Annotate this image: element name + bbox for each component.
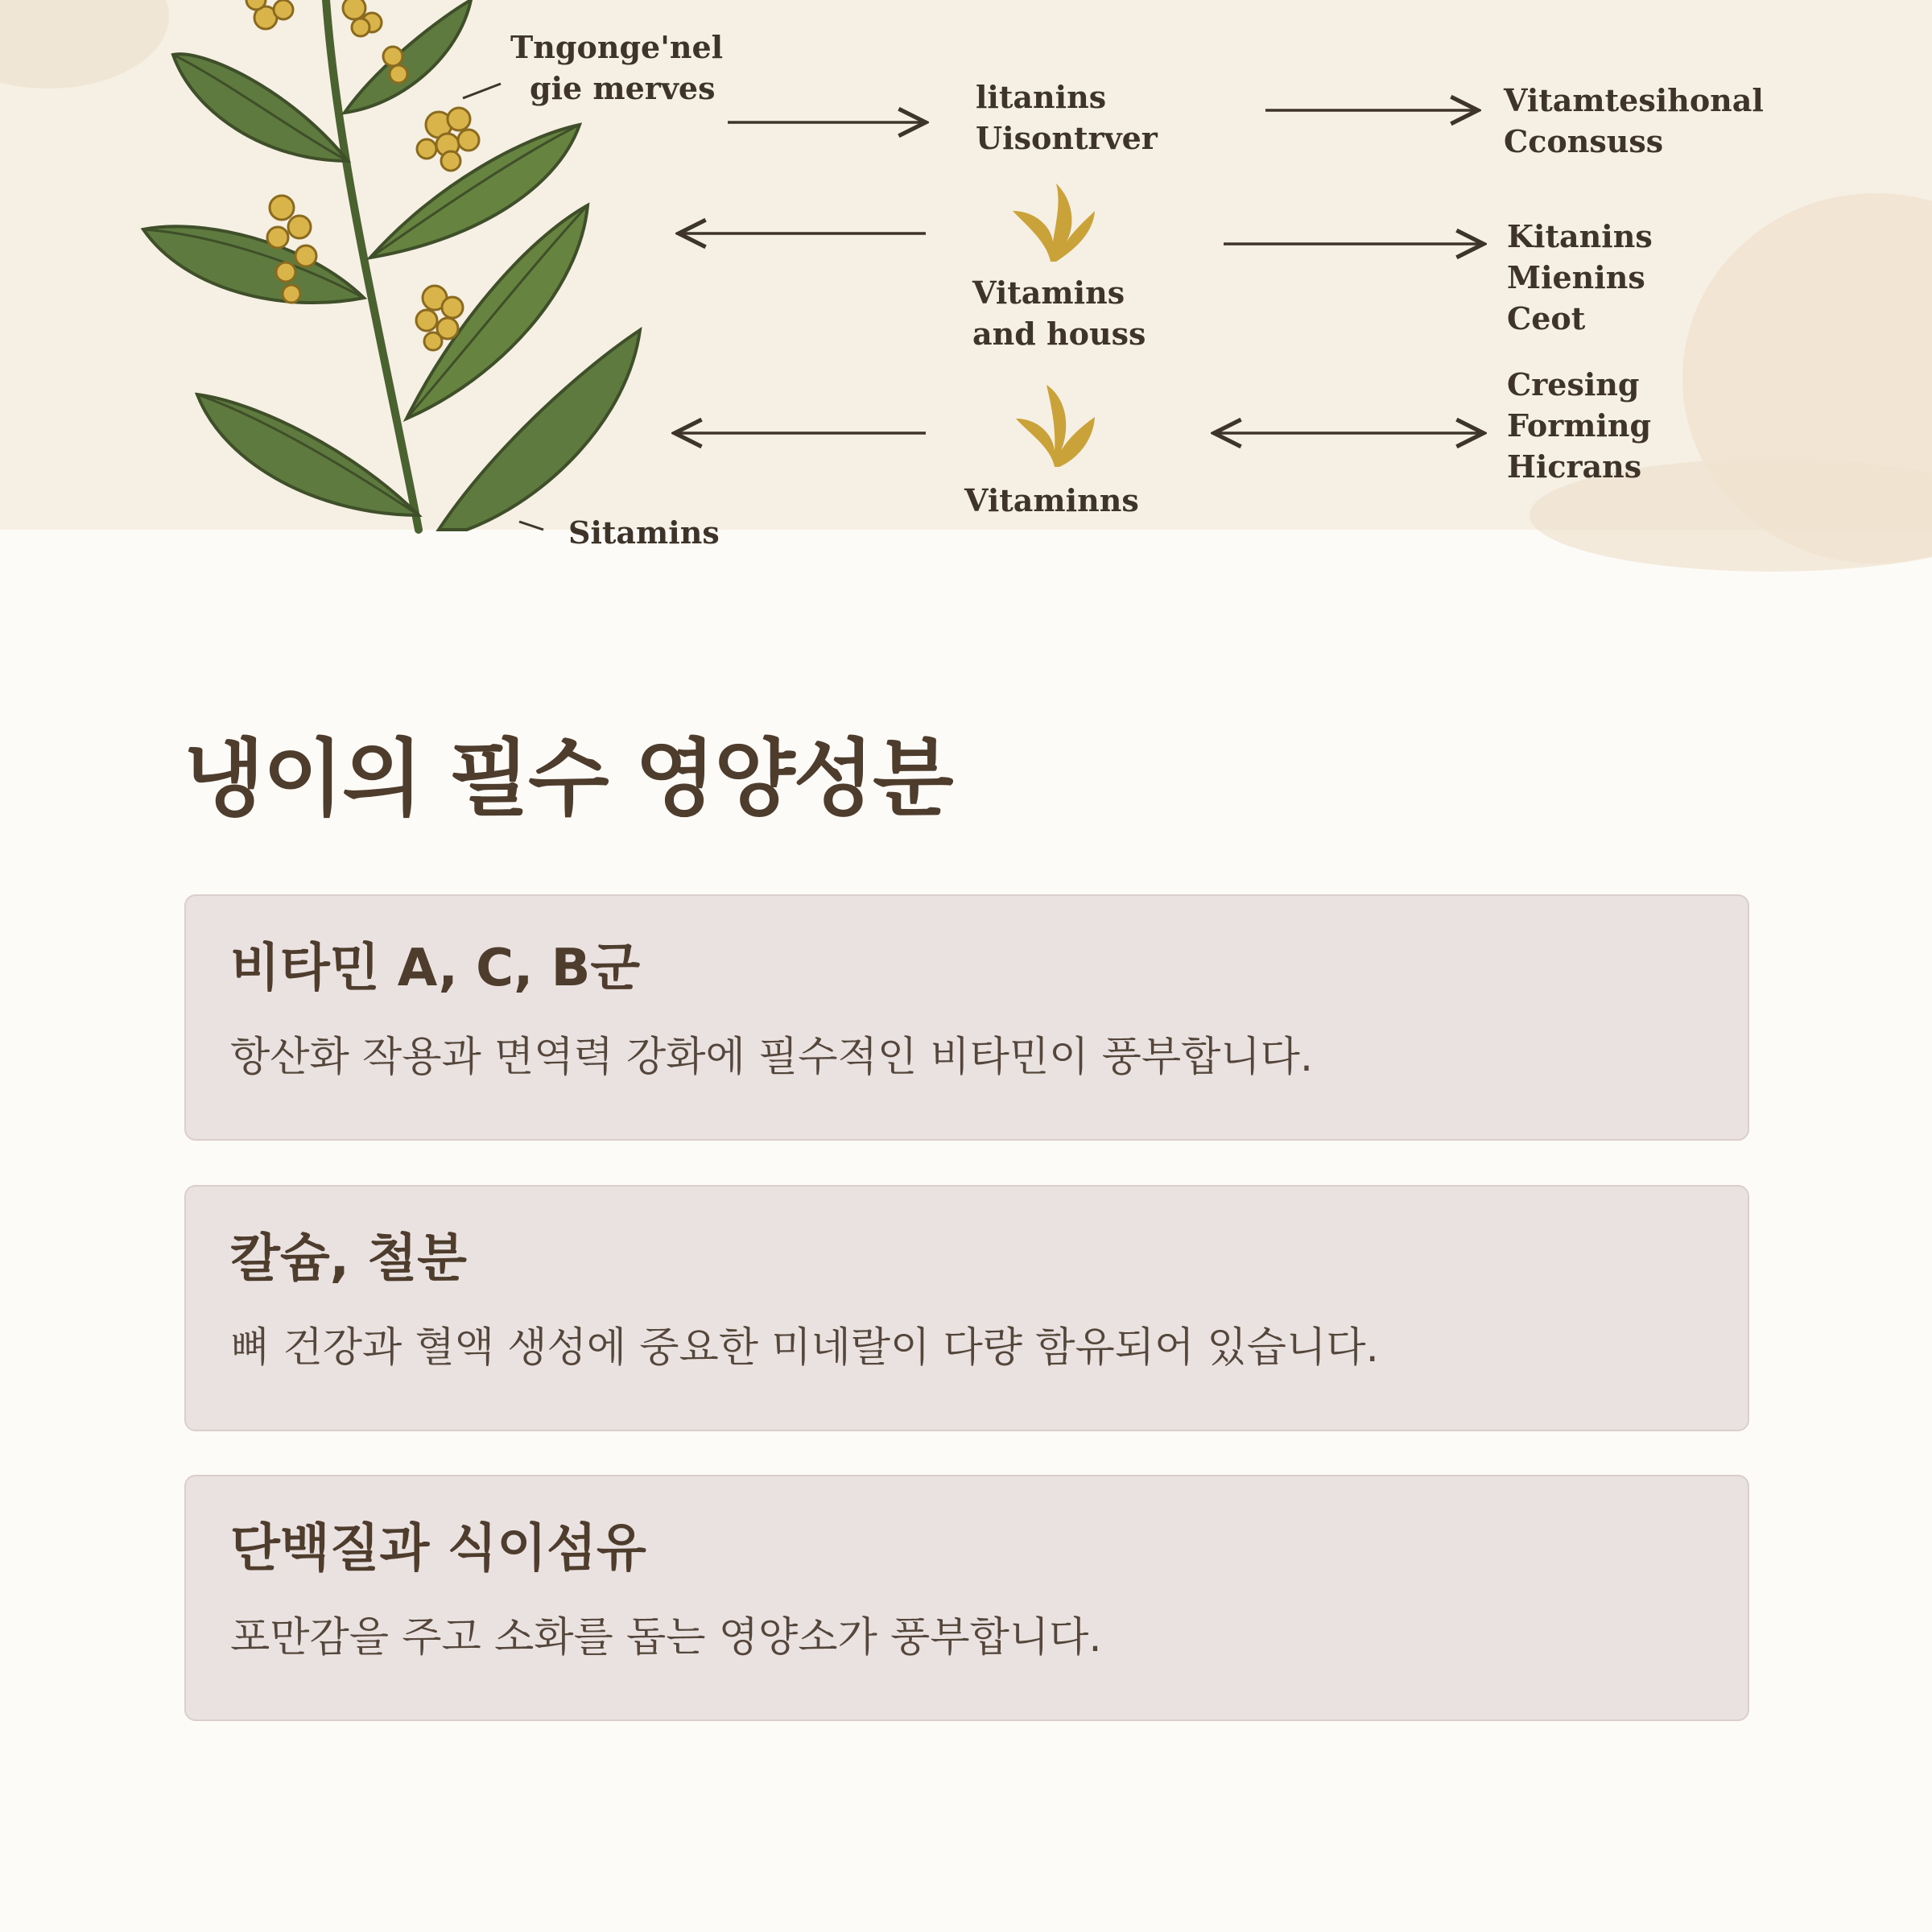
illustration-label [1507, 216, 1653, 339]
label-line: litanins [976, 79, 1107, 115]
leaf [143, 226, 364, 303]
illustration-label [964, 480, 1139, 521]
illustration-label [972, 272, 1146, 354]
nutrient-illustration [0, 0, 1932, 551]
label-line: Vitamins [972, 275, 1125, 311]
card-title: 칼슘, 철분 [230, 1229, 467, 1289]
card-description: 뼈 건강과 혈액 생성에 중요한 미네랄이 다량 함유되어 있습니다. [230, 1324, 1379, 1372]
label-line: Kitanins [1507, 218, 1653, 254]
card-title: 비타민 A, C, B군 [230, 939, 641, 998]
paper-blotch [0, 0, 169, 89]
nutrient-card-protein-fiber [184, 1475, 1749, 1721]
label-line: Cresing [1507, 366, 1640, 402]
illustration-label [568, 512, 720, 553]
label-line: Hicrans [1507, 448, 1642, 485]
label-line: Cconsuss [1504, 123, 1664, 159]
nutrient-card-minerals [184, 1185, 1749, 1431]
card-description: 포만감을 주고 소화를 돕는 영양소가 풍부합니다. [230, 1614, 1102, 1662]
leader-line [463, 84, 501, 98]
section-title: 냉이의 필수 영양성분 [184, 729, 952, 828]
illustration-label [976, 76, 1158, 159]
flower-cluster [417, 108, 479, 171]
label-line: gie merves [530, 70, 716, 106]
label-line: Uisontrver [976, 120, 1158, 156]
sprout-icon [1013, 184, 1095, 262]
illustration-label [510, 27, 723, 109]
label-line: Ceot [1507, 300, 1586, 336]
label-line: Vitaminns [964, 482, 1139, 518]
label-line: Vitamtesihonal [1504, 82, 1764, 118]
leader-line [519, 522, 543, 530]
card-title: 단백질과 식이섬유 [230, 1519, 646, 1579]
label-line: Mienins [1507, 259, 1645, 295]
card-description: 항산화 작용과 면역력 강화에 필수적인 비타민이 풍부합니다. [230, 1034, 1314, 1081]
illustration-label [1504, 80, 1764, 162]
label-line: Forming [1507, 407, 1652, 444]
nutrient-card-vitamins [184, 894, 1749, 1141]
label-line: Tngonge'nel [510, 29, 724, 65]
leaf [197, 394, 419, 515]
illustration-label [1507, 364, 1651, 487]
label-line: Sitamins [568, 514, 720, 551]
sprout-icon [1016, 385, 1095, 467]
label-line: and houss [972, 316, 1146, 352]
